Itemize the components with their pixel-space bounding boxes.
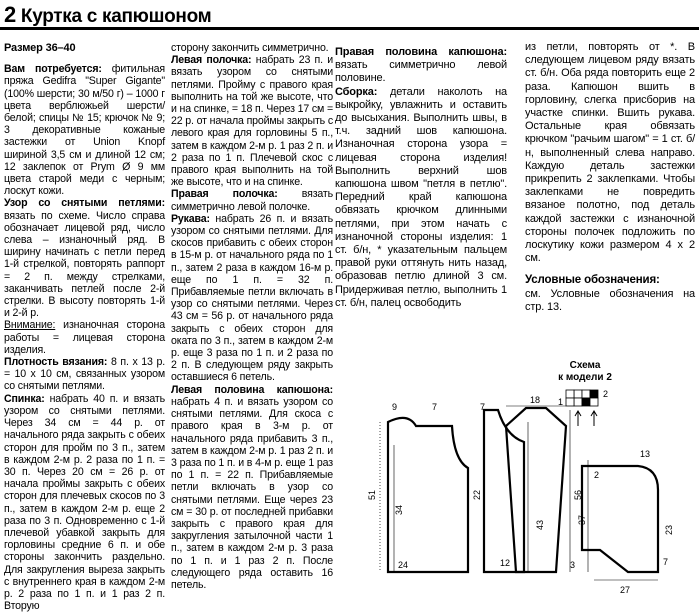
- back-height-lower: 34: [394, 504, 404, 515]
- back-width-label: 24: [398, 560, 409, 570]
- sleeve-piece: [506, 406, 570, 572]
- assembly-heading: Сборка:: [335, 85, 378, 98]
- legend-text: см. Условные обозначения на стр. 13.: [525, 287, 695, 313]
- pattern-text: вязать по схеме. Число справа обозначает лицевой ряд, число слева – изнаночный ряд. В ширину начинать с петли перед 1-й стрелкой, повторять раппорт = 2 п. между стрелками, заканчивать петлей после 2-й стрелки. В высоту повторять 1-й и 2-й р.: [4, 209, 165, 320]
- article-title: [4, 2, 211, 28]
- density-paragraph: [4, 356, 165, 393]
- front-height-mid: 22: [472, 489, 482, 500]
- pattern-paragraph: [4, 197, 165, 319]
- hood-top-label: 13: [640, 449, 651, 459]
- back-heading: Спинка:: [4, 392, 45, 405]
- hood-right-text: вязать симметрично левой половине.: [335, 59, 507, 85]
- hood-right-heading: Правая половина капюшона:: [335, 46, 507, 58]
- hood-height-total: 37: [577, 514, 587, 525]
- left-front-text: набрать 23 п. и вязать узором со снятыми петлями. Пройму с правого края выполнить на той же высоте, что и на спинке, = 18 п. Через 17 см = 22 р. от начала проймы закрыть с левого края для горловины 5 п., затем в каждом 2-м р. 1 раз 2 п. и 2 раза по 1 п. Плечевой скос с правого края выполнить на той же высоте, что и на спинке.: [171, 54, 334, 189]
- article-title-text: Куртка с капюшоном: [20, 6, 212, 27]
- materials-heading: Вам потребуется:: [4, 63, 102, 76]
- header-rule: [0, 27, 699, 30]
- right-front-heading: Правая полочка:: [171, 188, 278, 201]
- article-number: 2: [4, 2, 16, 27]
- back-paragraph: [4, 393, 165, 612]
- density-heading: Плотность вязания:: [4, 356, 108, 369]
- pattern-heading: Узор со снятыми петлями:: [4, 197, 165, 210]
- sleeves-text: набрать 26 п. и вязать узором со снятыми петлями. Для скосов прибавить с обеих сторон в 15-м р. от начального ряда по 1 п., затем 2 раза в каждом 16-м р. еще по 1 п. = 32 п. Прибавляемые петли включать в узор со снятыми петлями. Через 43 см = 56 р. от начального ряда закрыть с обеих сторон для оката по 3 п., затем в каждом 2-м р. еще 3 раза по 1 п. и 2 раза по 2 п. В следующем ряду закрыть оставшиеся 6 петель.: [171, 212, 334, 384]
- sleeve-height: 43: [535, 519, 545, 530]
- right-front-paragraph: [171, 188, 333, 212]
- left-front-paragraph: [171, 54, 333, 188]
- front-top-label: 7: [480, 402, 486, 412]
- back-top-right: 7: [432, 402, 438, 412]
- pattern-diagram: [338, 350, 699, 598]
- front-width-label: 12: [500, 558, 511, 568]
- back-height-total: 51: [367, 489, 377, 500]
- arrow-end-icon: [591, 411, 597, 426]
- materials-paragraph: [4, 63, 165, 197]
- hood-right-paragraph: [335, 46, 507, 86]
- column-4: [525, 41, 695, 314]
- back-top-left: 9: [392, 402, 398, 412]
- sizes: Размер 36–40: [4, 42, 76, 54]
- assembly-paragraph: [335, 86, 507, 310]
- legend-heading: Условные обозначения:: [525, 274, 660, 287]
- column-3: [335, 46, 507, 310]
- assembly-text: детали наколоть на выкройку, увлажнить и оставить до высыхания. Выполнить швы, в т.ч. задний шов капюшона. Изнаночная сторона узора = лицевая сторона изделия! Выполнить верхний шов капюшона швом "петля в петлю". Передний край капюшона обвязать крючком длинными петлями, при этом начать с изнаночной стороны изделия: 1 ст. б/н, * указательным пальцем правой руки оттянуть нить назад, образовав петлю длиной 3 см. Придерживая петлю, выполнить 1 ст. б/н, палец освободить: [335, 85, 507, 309]
- scheme-title: Схема: [569, 360, 601, 371]
- attention-heading: Внимание:: [4, 319, 56, 332]
- hood-left-heading: Левая половина капюшона:: [171, 383, 333, 396]
- density-text: 8 п. x 13 р. = 10 x 10 см, связанных узором со снятыми петлями.: [4, 356, 166, 393]
- right-front-text: вязать симметрично левой полочке.: [171, 188, 333, 213]
- back-continued: сторону закончить симметрично.: [171, 42, 329, 54]
- hood-left-text: набрать 4 п. и вязать узором со снятыми петлями. Для скоса с правого края в 3-м р. от начального ряда прибавить 3 п., затем в каждом 2-м р. 1 раз 2 п. и 3 раза по 1 п. и в 4-м р. еще 1 раз по 1 п. = 22 п. Прибавляемые петли включать в узор со снятыми петлями. Еще через 23 см = 30 р. от последней прибавки закрыть с правого края для закругления затылочной части 1 п., затем в каждом 2-м р. 3 раза по 1 п. и 1 раз 2 п. После следующего ряда оставить 16 петель.: [171, 395, 333, 591]
- hood-height-mid: 23: [664, 524, 674, 535]
- front-neck-label: 2: [594, 470, 600, 480]
- scheme-subtitle: к модели 2: [558, 372, 612, 383]
- sleeve-top-label: 18: [530, 395, 541, 405]
- stitch-chart: [566, 390, 598, 406]
- hood-width-label: 27: [620, 585, 631, 595]
- materials-text: фитильная пряжа Gedifra "Super Gigante" (100% шерсти; 30 м/50 г) – 1000 г цвета верблюжьей шерсти/белой; спицы № 15; крючок № 9; 3 декоративные кожаные застежки от Union Knopf шириной 3,5 см и длиной 12 см; 12 заклепок от Prym Ø 9 мм цвета старой меди с черным; лоскут кожи.: [4, 63, 165, 198]
- left-front-heading: Левая полочка:: [171, 54, 252, 67]
- front-height-total: 56: [573, 489, 583, 500]
- chart-row-1: 1: [558, 397, 564, 407]
- back-text: набрать 40 п. и вязать узором со снятыми петлями. Через 34 см = 44 р. от начального ряда закрыть с обеих сторон для пройм по 3 п., затем в каждом 2-м р. 2 раза по 1 п. = 30 п. Через 20 см = 26 р. от начала проймы закрыть с обеих сторон для плечевых скосов по 3 п., затем в каждом 2-м р. еще 2 раза по 3 п. Одновременно с 1-й плечевой убавкой закрыть для горловины средние 6 п. и обе стороны закончить раздельно. Для закругления выреза закрыть с внутреннего края в каждом 2-м р. 2 раза по 1 п. и 1 раз 2 п. Вторую: [4, 392, 166, 612]
- back-piece: [380, 418, 468, 572]
- sleeve-bottom-small: 3: [570, 560, 576, 570]
- attention-paragraph: [4, 319, 165, 356]
- attention-text: изнаночная сторона работы = лицевая сторона изделия.: [4, 319, 165, 356]
- column-1: [4, 42, 165, 612]
- sleeves-paragraph: [171, 213, 333, 384]
- chart-row-2: 2: [603, 389, 609, 399]
- arrow-start-icon: [575, 411, 581, 426]
- column-2: [171, 42, 333, 591]
- hood-bottom-label: 7: [663, 557, 669, 567]
- scheme-legend: [558, 360, 612, 426]
- assembly-continued: из петли, повторять от *. В следующем лицевом ряду вязать ст. б/н. Оба ряда повторить еще 2 раза. Капюшон вшить в горловину, слегка присборив на участке спинки. Вшить рукава. Остальные края обвязать крючком "рачьим шагом" = 1 ст. б/н, выполненный слева направо. Каждую деталь застежки прикрепить 2 заклепками. Чтобы заклепками не повредить вязаное полотно, под деталь каждой застежки с изнаночной стороны полочек подложить по лоскутику кожи размером 4 x 2 см.: [525, 41, 695, 265]
- hood-left-paragraph: [171, 384, 333, 591]
- sleeves-heading: Рукава:: [171, 212, 210, 225]
